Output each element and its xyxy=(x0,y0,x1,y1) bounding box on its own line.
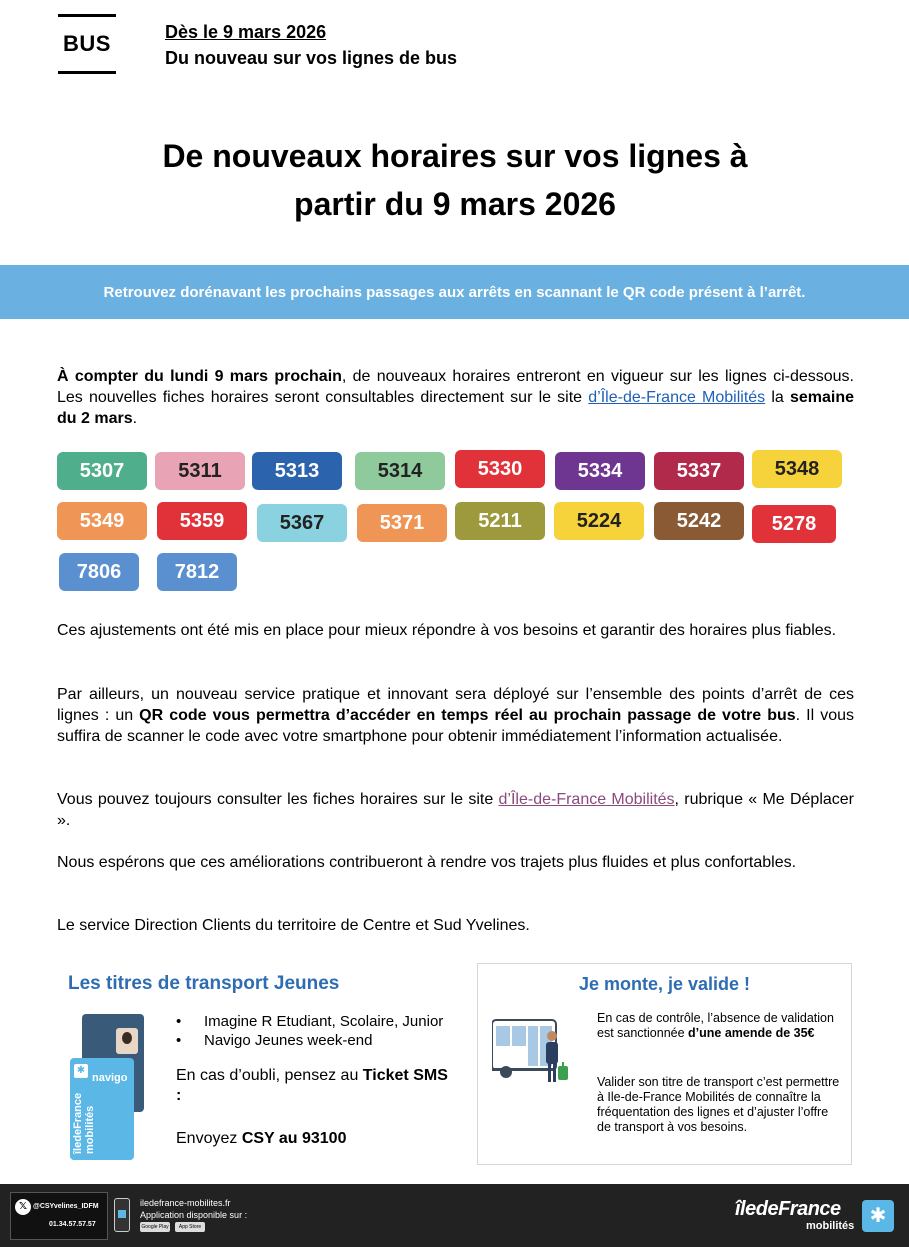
footer xyxy=(0,1184,909,1247)
consulter-text2: , rubrique « Me Déplacer ». xyxy=(57,791,854,829)
list-item: • Imagine R Etudiant, Scolaire, Junior xyxy=(176,1012,443,1031)
social-handle[interactable]: @CSYvelines_IDFM xyxy=(33,1203,99,1210)
smartphone-icon xyxy=(114,1198,130,1232)
idfm-logo-sub: mobilités xyxy=(806,1220,855,1232)
qr-bold: QR code vous permettra d’accéder en temps réel au prochain passage de votre bus xyxy=(139,707,796,724)
valide-text-amende xyxy=(597,1011,837,1041)
idfm-person-icon: ✱ xyxy=(862,1200,894,1232)
app-store-badge[interactable]: App Store xyxy=(175,1222,205,1232)
line-badge: 5367 xyxy=(257,504,347,542)
signature: Le service Direction Clients du territoire de Centre et Sud Yvelines. xyxy=(57,917,530,934)
ajustements-paragraph: Ces ajustements ont été mis en place pour mieux répondre à vos besoins et garantir des horaires plus fiables. xyxy=(57,622,837,639)
valide-amende: d’une amende de 35€ xyxy=(688,1026,815,1040)
x-icon[interactable]: 𝕏 xyxy=(15,1199,31,1215)
envoyez-label: Envoyez xyxy=(176,1130,242,1147)
idfm-link-1[interactable]: d’Île-de-France Mobilités xyxy=(588,389,766,406)
consulter-paragraph xyxy=(57,789,854,831)
line-badge: 5307 xyxy=(57,452,147,490)
google-play-badge[interactable]: Google Play xyxy=(141,1224,169,1230)
main-title-line1: De nouveaux horaires sur vos lignes à xyxy=(162,138,748,174)
header-subtitle: Du nouveau sur vos lignes de bus xyxy=(165,48,458,68)
line-badge: 5371 xyxy=(357,504,447,542)
line-badge: 5224 xyxy=(554,502,644,540)
idfm-logo-text: îledeFrance xyxy=(735,1198,841,1220)
valide-text1: En cas de contrôle, l’absence de validation est sanctionnée xyxy=(597,1011,834,1040)
line-badge: 5348 xyxy=(752,450,842,488)
bus-logo-text: BUS xyxy=(63,31,111,56)
phone-number[interactable]: 01.34.57.57.57 xyxy=(49,1221,96,1228)
bus-logo xyxy=(58,14,116,74)
jeunes-title: Les titres de transport Jeunes xyxy=(68,973,340,994)
transport-cards-illustration xyxy=(70,1014,148,1162)
idfm-person-icon: ✱ xyxy=(74,1064,88,1078)
line-badge: 5359 xyxy=(157,502,247,540)
social-contact-box xyxy=(10,1192,108,1240)
intro-text3: . xyxy=(132,410,138,427)
list-item: • Navigo Jeunes week-end xyxy=(176,1031,443,1050)
qr-text1: Par ailleurs, un nouveau service pratique et innovant sera déployé sur l’ensemble des points d’arrêt de ces lignes : un xyxy=(57,686,854,724)
card-photo xyxy=(116,1028,138,1054)
jeunes-list xyxy=(176,1012,443,1050)
line-badge: 5349 xyxy=(57,502,147,540)
header-date: Dès le 9 mars 2026 xyxy=(165,22,327,42)
bus-lines-grid xyxy=(57,450,857,590)
intro-text1: , de nouveaux horaires entreront en vigueur sur les lignes ci-dessous. Les nouvelles fiches horaires seront consultables directement sur le site xyxy=(57,368,854,406)
intro-text2: la xyxy=(765,389,790,406)
consulter-text1: Vous pouvez toujours consulter les fiches horaires sur le site xyxy=(57,791,499,808)
envoyez-bold: CSY au 93100 xyxy=(241,1130,347,1147)
bus-passenger-icon xyxy=(492,1016,574,1086)
line-badge: 5334 xyxy=(555,452,645,490)
line-badge: 5311 xyxy=(155,452,245,490)
line-badge: 5337 xyxy=(654,452,744,490)
line-badge: 7806 xyxy=(59,553,139,591)
envoyez-text xyxy=(176,1130,346,1148)
valide-text-frequentation: Valider son titre de transport c’est permettre à Ile-de-France Mobilités de connaître la fréquentation des lignes et d’ajuster l’offre de transport à vos besoins. xyxy=(597,1075,840,1134)
navigo-card xyxy=(70,1058,134,1160)
card-idfm-logo: îledeFrance mobilités xyxy=(72,1092,96,1154)
document-header xyxy=(0,0,909,110)
main-title-line2: partir du 9 mars 2026 xyxy=(294,186,616,222)
line-badge: 5211 xyxy=(455,502,545,540)
esperons-paragraph: Nous espérons que ces améliorations contribueront à rendre vos trajets plus fluides et plus confortables. xyxy=(57,854,797,871)
qr-text2: . Il vous suffira de scanner le code avec votre smartphone pour obtenir immédiatement l’information actualisée. xyxy=(57,707,854,745)
oubli-text: En cas d’oubli, pensez au xyxy=(176,1067,363,1084)
website-link[interactable]: iledefrance-mobilites.fr xyxy=(140,1198,231,1208)
intro-bold-week: semaine du 2 mars xyxy=(57,389,855,427)
app-available-text: Application disponible sur : xyxy=(140,1210,248,1220)
line-badge: 5242 xyxy=(654,502,744,540)
line-badge: 5314 xyxy=(355,452,445,490)
line-badge: 7812 xyxy=(157,553,237,591)
intro-bold-date: À compter du lundi 9 mars prochain xyxy=(57,368,342,385)
main-title xyxy=(60,132,850,228)
ticket-sms-text xyxy=(176,1066,456,1106)
idfm-link-2[interactable]: d’Île-de-France Mobilités xyxy=(498,791,675,808)
valide-box xyxy=(477,963,852,1165)
valide-title: Je monte, je valide ! xyxy=(578,974,751,994)
line-badge: 5330 xyxy=(455,450,545,488)
qr-code-banner: Retrouvez dorénavant les prochains passages aux arrêts en scannant le QR code présent à l’arrêt. xyxy=(0,265,909,319)
oubli-bold: Ticket SMS : xyxy=(176,1067,448,1104)
line-badge: 5278 xyxy=(752,505,836,543)
qr-paragraph xyxy=(57,684,854,747)
intro-paragraph xyxy=(57,366,854,429)
navigo-label: navigo xyxy=(92,1072,128,1084)
line-badge: 5313 xyxy=(252,452,342,490)
